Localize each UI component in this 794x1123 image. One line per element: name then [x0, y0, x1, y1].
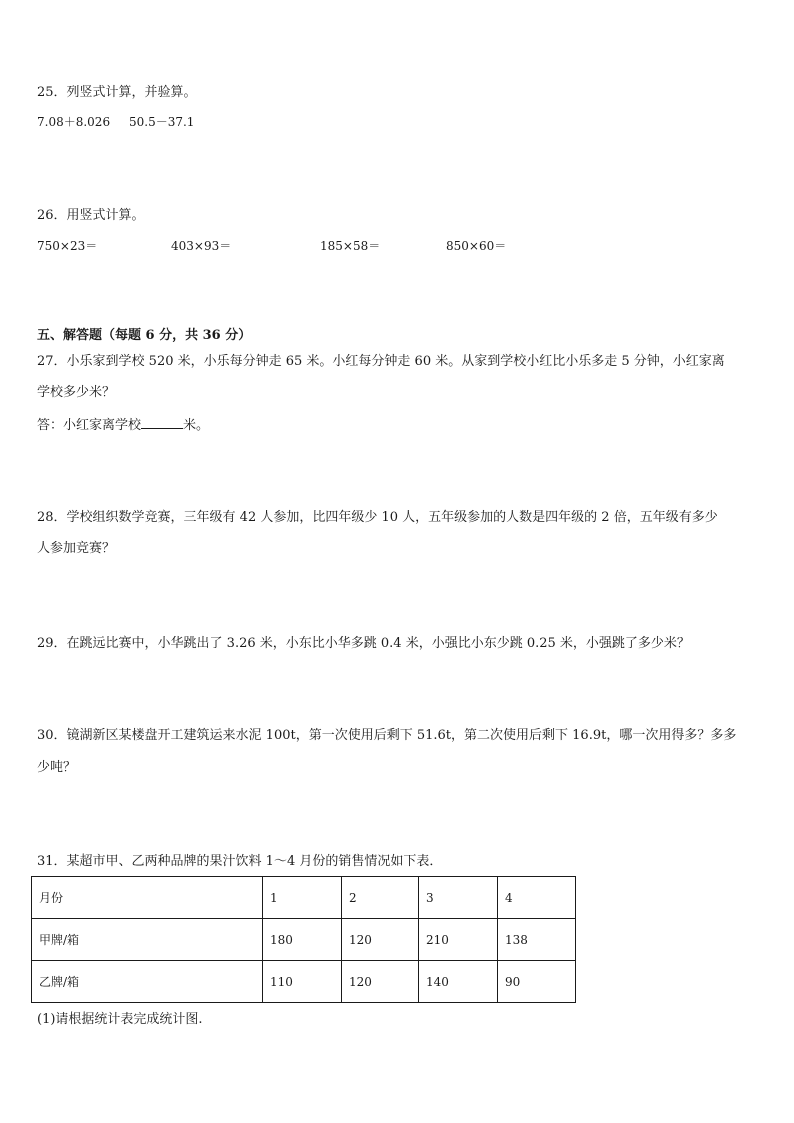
table-cell: 甲牌/箱 — [32, 919, 263, 961]
q27-line-2: 学校多少米？ — [37, 385, 116, 400]
sales-table — [31, 876, 576, 1003]
q29-line-1: 29．在跳远比赛中，小华跳出了 3.26 米，小东比小华多跳 0.4 米，小强比小东少跳 0.25 米，小强跳了多少米？ — [37, 636, 690, 651]
table-cell: 90 — [498, 961, 576, 1003]
table-cell: 140 — [419, 961, 498, 1003]
table-cell: 110 — [263, 961, 342, 1003]
table-cell: 180 — [263, 919, 342, 961]
q28-line-2: 人参加竞赛？ — [37, 541, 116, 556]
q31-title: 31．某超市甲、乙两种品牌的果汁饮料 1～4 月份的销售情况如下表． — [37, 854, 443, 869]
q27-answer-prefix: 答：小红家离学校 — [37, 418, 142, 433]
table-cell: 乙牌/箱 — [32, 961, 263, 1003]
q25-expr-1: 7.08＋8.026 — [37, 115, 111, 129]
table-cell: 210 — [419, 919, 498, 961]
table-header-row — [32, 877, 576, 919]
table-header-cell: 3 — [419, 877, 498, 919]
q26-title: 26．用竖式计算。 — [37, 208, 145, 223]
section-heading: 五、解答题（每题 6 分，共 36 分） — [37, 328, 252, 343]
table-row — [32, 919, 576, 961]
q25-title: 25．列竖式计算，并验算。 — [37, 85, 197, 100]
table-cell: 138 — [498, 919, 576, 961]
q27-answer — [37, 416, 209, 434]
table-header-cell: 2 — [342, 877, 419, 919]
q26-expr-4: 850×60＝ — [446, 239, 507, 253]
q26-expr-1: 750×23＝ — [37, 239, 98, 253]
q30-line-2: 少吨？ — [37, 760, 77, 775]
table-header-cell: 月份 — [32, 877, 263, 919]
q31-sub-1: (1)请根据统计表完成统计图. — [37, 1012, 203, 1027]
table-row — [32, 961, 576, 1003]
q30-line-1: 30．镜湖新区某楼盘开工建筑运来水泥 100t，第一次使用后剩下 51.6t，第二次使用后剩下 16.9t，哪一次用得多？多多 — [37, 728, 737, 743]
q27-line-1: 27．小乐家到学校 520 米，小乐每分钟走 65 米。小红每分钟走 60 米。从家到学校小红比小乐多走 5 分钟，小红家离 — [37, 354, 725, 369]
q26-expr-2: 403×93＝ — [171, 239, 232, 253]
table-header-cell: 4 — [498, 877, 576, 919]
q27-answer-suffix: 米。 — [183, 418, 210, 433]
q25-expr-2: 50.5－37.1 — [129, 115, 195, 129]
table-cell: 120 — [342, 961, 419, 1003]
q26-expr-3: 185×58＝ — [320, 239, 381, 253]
table-cell: 120 — [342, 919, 419, 961]
answer-blank[interactable] — [141, 416, 183, 429]
table-header-cell: 1 — [263, 877, 342, 919]
q28-line-1: 28．学校组织数学竞赛，三年级有 42 人参加，比四年级少 10 人，五年级参加的人数是四年级的 2 倍，五年级有多少 — [37, 510, 718, 525]
